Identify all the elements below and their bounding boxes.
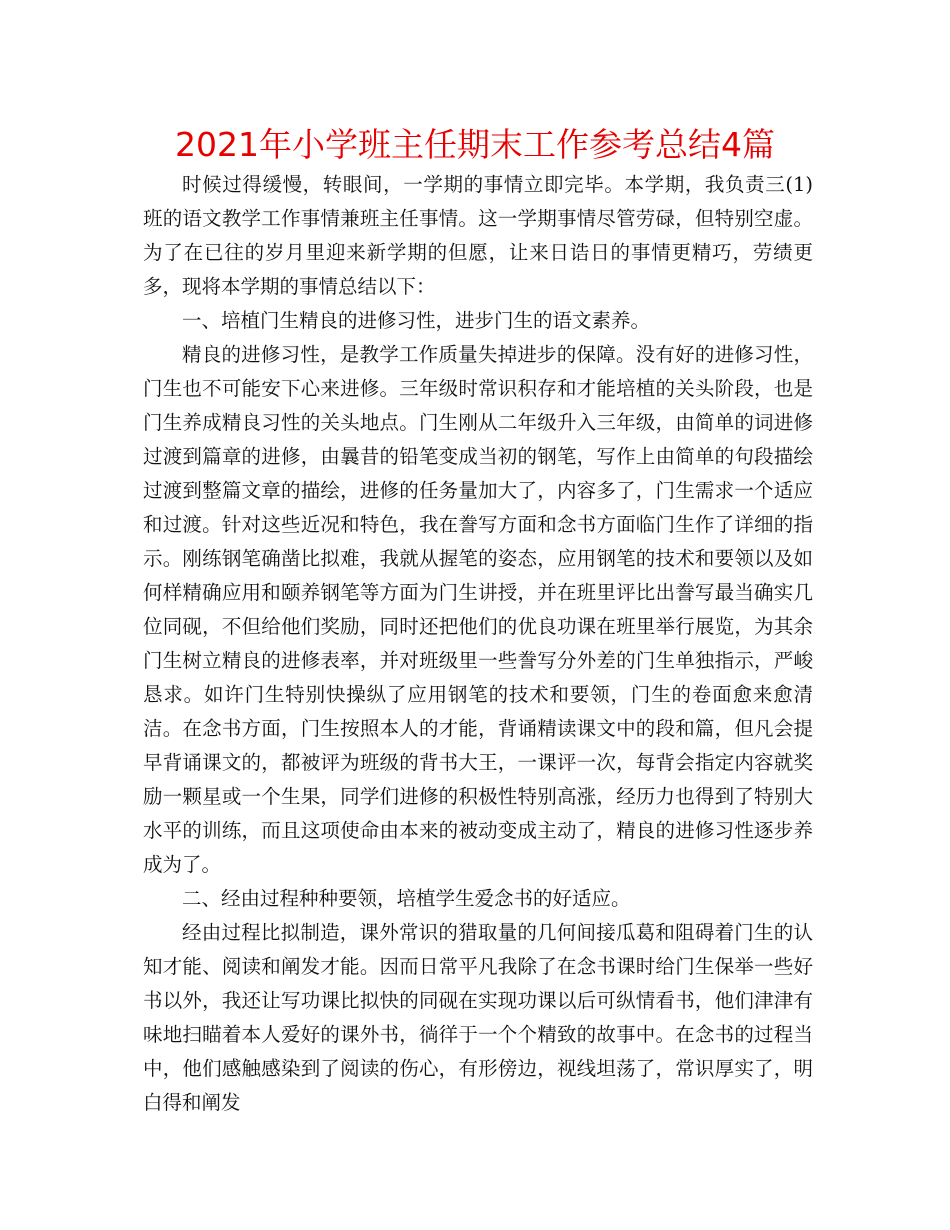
heading-section-2: 二、经由过程种种要领，培植学生爱念书的好适应。 xyxy=(182,887,631,910)
paragraph-intro: 时候过得缓慢，转眼间，一学期的事情立即完毕。本学期，我负责三(1)班的语文教学工作事情兼班主任事情。这一学期事情尽管劳碌，但特别空虚。为了在已往的岁月里迎来新学期的但愿，让来日诰日的事情更精巧，劳绩更多，现将本学期的事情总结以下： xyxy=(143,173,813,298)
document-title: 2021年小学班主任期末工作参考总结4篇 xyxy=(175,125,775,164)
heading-section-1: 一、培植门生精良的进修习性，进步门生的语文素养。 xyxy=(182,309,651,332)
paragraph-section-2: 经由过程比拟制造，课外常识的猎取量的几何间接瓜葛和阻碍着门生的认知才能、阅读和阐发才能。因而日常平凡我除了在念书课时给门生保举一些好书以外，我还让写功课比拟快的同砚在实现功课以后可纵情看书，他们津津有味地扫瞄着本人爱好的课外书，徜徉于一个个精致的故事中。在念书的过程当中，他们感触感染到了阅读的伤心，有形傍边，视线坦荡了，常识厚实了，明白得和阐发 xyxy=(143,921,813,1114)
paragraph-section-1: 精良的进修习性，是教学工作质量失掉进步的保障。没有好的进修习性，门生也不可能安下心来进修。三年级时常识积存和才能培植的关头阶段，也是门生养成精良习性的关头地点。门生刚从二年级升入三年级，由简单的词进修过渡到篇章的进修，由曩昔的铅笔变成当初的钢笔，写作上由简单的句段描绘过渡到整篇文章的描绘，进修的任务量加大了，内容多了，门生需求一个适应和过渡。针对这些近况和特色，我在誊写方面和念书方面临门生作了详细的指示。刚练钢笔确凿比拟难，我就从握笔的姿态，应用钢笔的技术和要领以及如何样精确应用和颐养钢笔等方面为门生讲授，并在班里评比出誊写最当确实几位同砚，不但给他们奖励，同时还把他们的优良功课在班里举行展览，为其余门生树立精良的进修表率，并对班级里一些誊写分外差的门生单独指示，严峻恳求。如许门生特别快操纵了应用钢笔的技术和要领，门生的卷面愈来愈清洁。在念书方面，门生按照本人的才能，背诵精读课文中的段和篇，但凡会提早背诵课文的，都被评为班级的背书大王，一课评一次，每背会指定内容就奖励一颗星或一个生果，同学们进修的积极性特别高涨，经历力也得到了特别大水平的训练，而且这项使命由本来的被动变成主动了，精良的进修习性逐步养成为了。 xyxy=(143,343,813,876)
document-body xyxy=(143,168,813,1120)
